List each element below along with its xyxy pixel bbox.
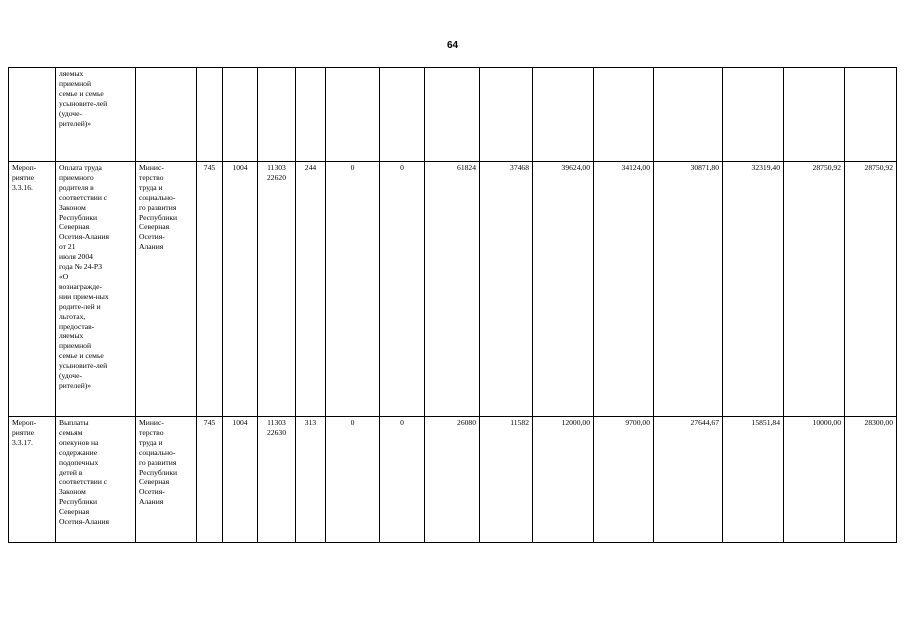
value-cell <box>380 68 425 162</box>
value-cell <box>845 68 897 162</box>
value-cell: 37468 <box>480 162 533 417</box>
measure-id-cell: Мероп- риятие 3.3.16. <box>9 162 56 417</box>
value-cell: 39624,00 <box>533 162 594 417</box>
value-cell: 28750,92 <box>845 162 897 417</box>
measure-name-cell: ляемых приемной семье и семье усыновите-лей (удоче- рителей)» <box>56 68 136 162</box>
grbs-cell: 745 <box>197 417 223 543</box>
csr-cell: 11303 22620 <box>258 162 296 417</box>
value-cell: 0 <box>380 417 425 543</box>
executor-cell: Минис- терство труда и социально- го развития Республики Северная Осетия- Алания <box>136 162 197 417</box>
rzpr-cell: 1004 <box>223 162 258 417</box>
value-cell: 30871,80 <box>654 162 723 417</box>
value-cell <box>723 68 784 162</box>
measure-name-cell: Выплаты семьям опекунов на содержание подопечных детей в соответствии с Законом Республики Северная Осетия-Алания <box>56 417 136 543</box>
value-cell: 0 <box>326 162 380 417</box>
value-cell <box>654 68 723 162</box>
rzpr-cell: 1004 <box>223 417 258 543</box>
table-row <box>9 417 897 543</box>
value-cell: 11582 <box>480 417 533 543</box>
value-cell: 10000,00 <box>784 417 845 543</box>
csr-cell <box>258 68 296 162</box>
value-cell: 9700,00 <box>594 417 654 543</box>
table-row <box>9 162 897 417</box>
value-cell: 61824 <box>425 162 480 417</box>
rzpr-cell <box>223 68 258 162</box>
value-cell: 12000,00 <box>533 417 594 543</box>
vr-cell: 244 <box>296 162 326 417</box>
grbs-cell: 745 <box>197 162 223 417</box>
value-cell <box>594 68 654 162</box>
value-cell <box>784 68 845 162</box>
value-cell: 28750,92 <box>784 162 845 417</box>
vr-cell: 313 <box>296 417 326 543</box>
measure-id-cell <box>9 68 56 162</box>
value-cell: 28300,00 <box>845 417 897 543</box>
value-cell: 15851,84 <box>723 417 784 543</box>
value-cell: 26080 <box>425 417 480 543</box>
value-cell <box>326 68 380 162</box>
value-cell: 32319,40 <box>723 162 784 417</box>
vr-cell <box>296 68 326 162</box>
table-row <box>9 68 897 162</box>
csr-cell: 11303 22630 <box>258 417 296 543</box>
value-cell: 27644,67 <box>654 417 723 543</box>
program-table <box>8 67 897 543</box>
value-cell <box>533 68 594 162</box>
executor-cell: Минис- терство труда и социально- го развития Республики Северная Осетия- Алания <box>136 417 197 543</box>
value-cell: 0 <box>380 162 425 417</box>
value-cell: 0 <box>326 417 380 543</box>
measure-name-cell: Оплата труда приемного родителя в соответствии с Законом Республики Северная Осетия-Алания от 21 июля 2004 года № 24-РЗ «О вознагражде- нии прием-ных родите-лей и льготах, предостав- ляемых приемной семье и семье усыновите-лей (удоче- рителей)» <box>56 162 136 417</box>
value-cell <box>480 68 533 162</box>
executor-cell <box>136 68 197 162</box>
page-number: 64 <box>446 40 459 51</box>
value-cell: 34124,00 <box>594 162 654 417</box>
grbs-cell <box>197 68 223 162</box>
value-cell <box>425 68 480 162</box>
measure-id-cell: Мероп- риятие 3.3.17. <box>9 417 56 543</box>
